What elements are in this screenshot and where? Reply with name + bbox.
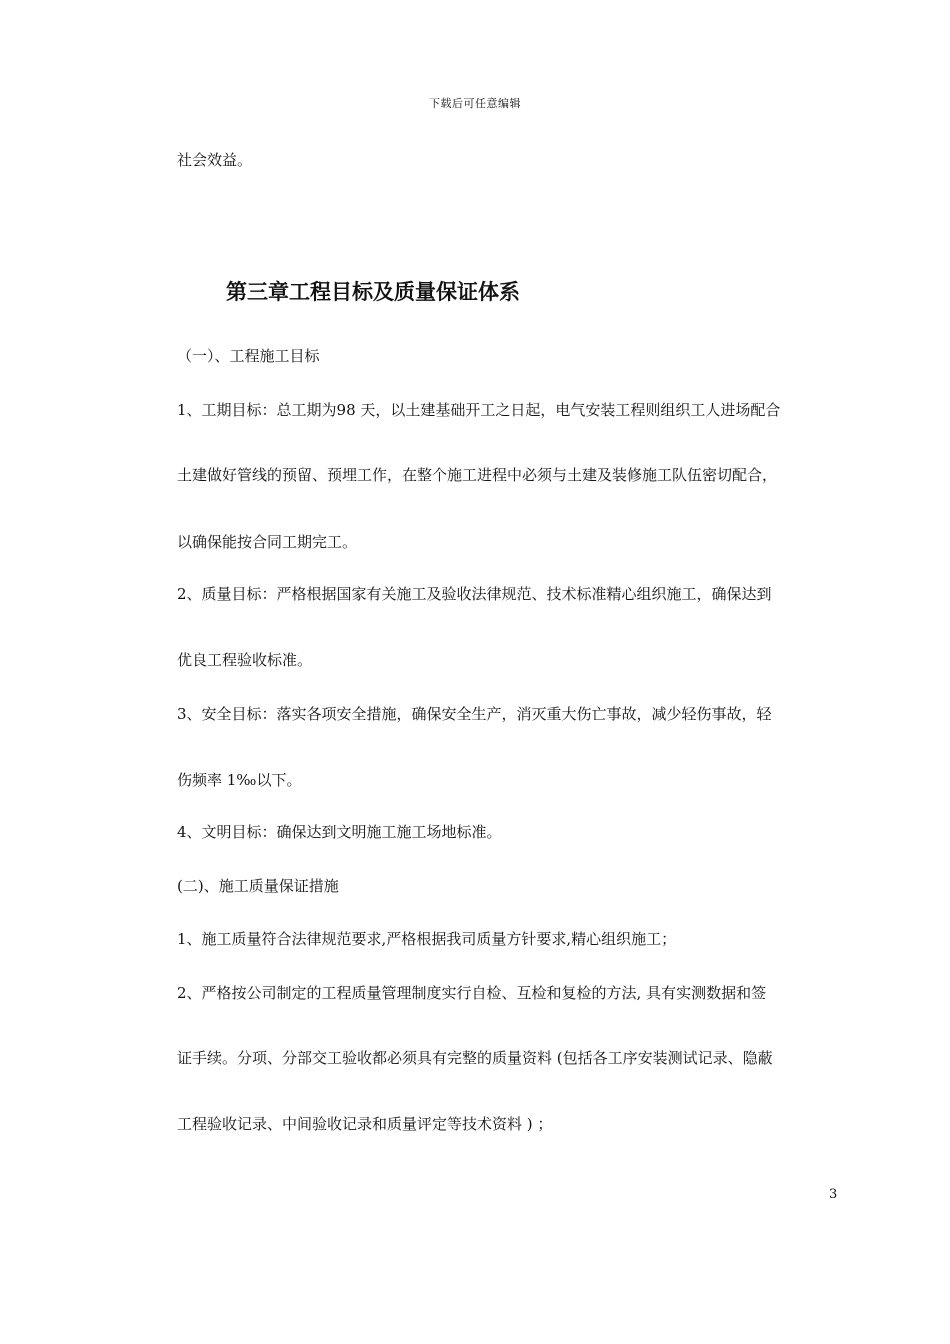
paragraph-line: 优良工程验收标准。 bbox=[177, 651, 313, 669]
paragraph-line: 以确保能按合同工期完工。 bbox=[177, 533, 358, 551]
paragraph-line: 3、安全目标：落实各项安全措施，确保安全生产，消灭重大伤亡事故，减少轻伤事故，轻 bbox=[177, 705, 772, 723]
section-heading-2: (二)、施工质量保证措施 bbox=[177, 877, 339, 895]
section-heading-1: （一）、工程施工目标 bbox=[177, 347, 320, 365]
paragraph-line: 1、工期目标：总工期为98 天，以土建基础开工之日起，电气安装工程则组织工人进场配合 bbox=[177, 401, 781, 419]
page-number: 3 bbox=[829, 1187, 838, 1202]
paragraph-line: 证手续。分项、分部交工验收都必须具有完整的质量资料 (包括各工序安装测试记录、隐蔽 bbox=[177, 1049, 773, 1067]
paragraph-line: 伤频率 1‰以下。 bbox=[177, 771, 302, 789]
chapter-title: 第三章工程目标及质量保证体系 bbox=[226, 280, 520, 304]
paragraph-line: 工程验收记录、中间验收记录和质量评定等技术资料 ) ； bbox=[177, 1115, 553, 1133]
paragraph-line: 1、施工质量符合法律规范要求,严格根据我司质量方针要求,精心组织施工； bbox=[177, 930, 677, 948]
paragraph-line: 土建做好管线的预留、预埋工作，在整个施工进程中必须与土建及装修施工队伍密切配合， bbox=[177, 466, 778, 484]
paragraph-line: 2、质量目标：严格根据国家有关施工及验收法律规范、技术标准精心组织施工，确保达到 bbox=[177, 585, 772, 603]
paragraph-line: 4、文明目标：确保达到文明施工施工场地标准。 bbox=[177, 823, 502, 841]
paragraph-line: 2、严格按公司制定的工程质量管理制度实行自检、互检和复检的方法, 具有实测数据和签 bbox=[177, 984, 767, 1002]
previous-paragraph-continuation: 社会效益。 bbox=[177, 151, 253, 169]
page-header-note: 下载后可任意编辑 bbox=[429, 97, 521, 110]
